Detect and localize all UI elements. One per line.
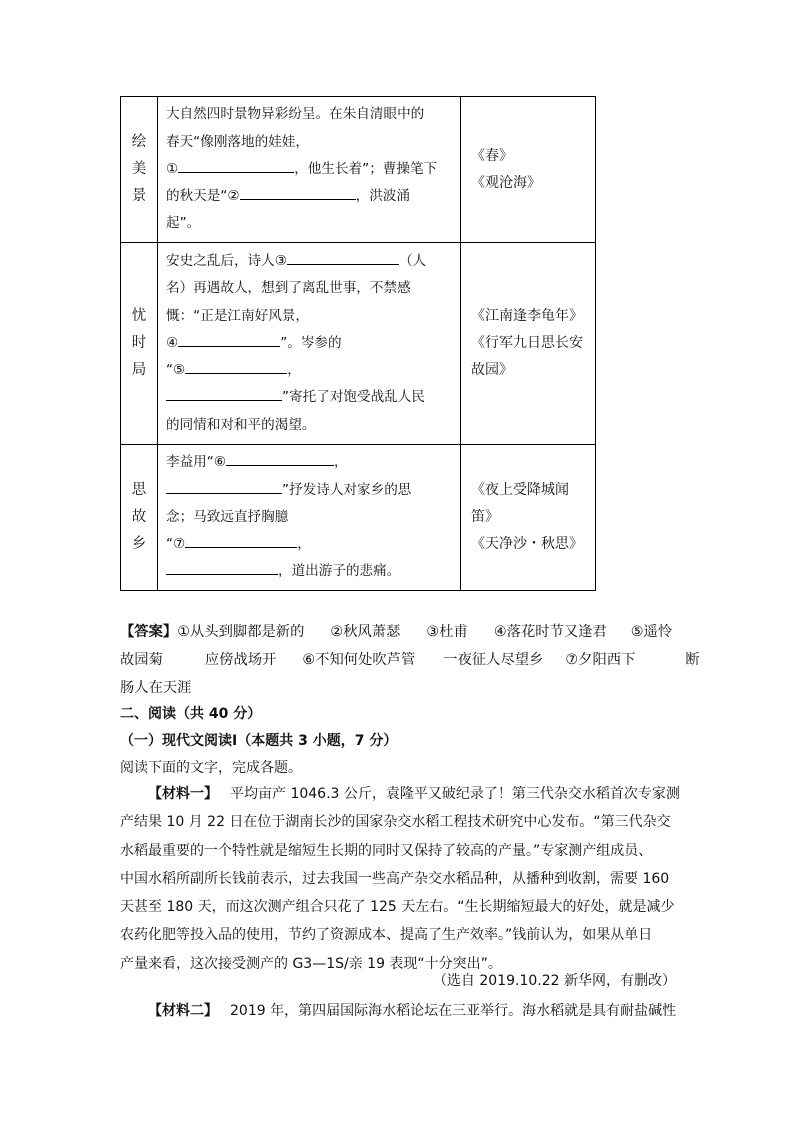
paragraph-line: 【材料二】 2019 年，第四届国际海水稻论坛在三亚举行。海水稻就是具有耐盐碱性 (148, 1003, 677, 1019)
source-title: 《行军九日思长安故园》 (471, 335, 583, 378)
blank-line (178, 157, 294, 173)
content-line: 名）再遇故人，想到了离乱世事，不禁感 (166, 280, 411, 297)
paragraph-line: 水稻最重要的一个特性就是缩短生长期的同时又保持了较高的产量。”专家测产组成员、 (120, 842, 653, 859)
blank-line (287, 249, 399, 265)
category-char: 乡 (131, 536, 147, 552)
category-char: 景 (131, 188, 147, 204)
source-cell (461, 243, 596, 445)
subsection-heading: （一）现代文阅读Ⅰ（本题共 3 小题，7 分） (120, 733, 398, 749)
content-cell (158, 445, 461, 591)
content-line: ① ，他生长着”；曹操笔下 (166, 156, 454, 183)
section-heading: 二、阅读（共 40 分） (120, 706, 262, 722)
material-label: 【材料一】 (148, 786, 218, 802)
content-line: 安史之乱后，诗人③ （人 (166, 248, 454, 275)
table-row (121, 97, 596, 243)
content-line: 的秋天是“② ，洪波涌 (166, 183, 454, 210)
category-char: 思 (131, 482, 147, 498)
content-cell (158, 243, 461, 445)
category-char: 忧 (131, 308, 147, 324)
answer-label: 【答案】 (120, 624, 178, 640)
source-title: 《夜上受降城闻笛》 (471, 482, 569, 525)
content-line: 慨：“正是江南好风景， (166, 307, 309, 324)
poem-table (120, 96, 596, 591)
table-row (121, 243, 596, 445)
blank-line (226, 450, 334, 466)
source-title: 《天净沙・秋思》 (471, 536, 583, 552)
blank-line (185, 532, 297, 548)
blank-line (166, 385, 282, 401)
source-cell (461, 97, 596, 243)
category-cell (121, 445, 158, 591)
content-line: 念；马致远直抒胸臆 (166, 508, 289, 525)
content-line: 的同情和对和平的渴望。 (166, 416, 316, 433)
content-line: 起”。 (166, 215, 201, 232)
category-cell (121, 243, 158, 445)
category-char: 绘 (131, 134, 147, 150)
blank-line (185, 358, 287, 374)
content-line: ④ ”。岑参的 (166, 330, 454, 357)
material-label: 【材料二】 (148, 1003, 218, 1019)
category-cell (121, 97, 158, 243)
answer-line: 故园菊 应傍战场开 ⑥不知何处吹芦管 一夜征人尽望乡 ⑦夕阳西下 断 (120, 652, 700, 668)
content-line: ”抒发诗人对家乡的思 (166, 477, 454, 504)
content-line: “⑤ ， (166, 357, 454, 384)
paragraph-line: 天甚至 180 天，而这次测产组合只花了 125 天左右。“生长期缩短最大的好处，就是减少 (120, 899, 675, 916)
source-note: （选自 2019.10.22 新华网，有删改） (432, 973, 676, 989)
paragraph-line: 【材料一】 平均亩产 1046.3 公斤，袁隆平又破纪录了！第三代杂交水稻首次专家测 (148, 786, 680, 802)
category-char: 故 (131, 509, 147, 525)
source-title: 《春》 (471, 147, 513, 164)
source-cell (461, 445, 596, 591)
content-line: 李益用“⑥ ， (166, 449, 454, 476)
paragraph-line: 产结果 10 月 22 日在位于湖南长沙的国家杂交水稻工程技术研究中心发布。“第三代杂交 (120, 814, 671, 831)
category-char: 局 (131, 362, 147, 378)
instruction: 阅读下面的文字，完成各题。 (120, 760, 302, 776)
paragraph-line: 产量来看，这次接受测产的 G3—1S/亲 19 表现“十分突出”。 (120, 955, 502, 972)
paragraph-line: 中国水稻所副所长钱前表示，过去我国一些高产杂交水稻品种，从播种到收割，需要 160 (120, 870, 670, 887)
source-title: 《江南逢李龟年》 (471, 308, 583, 324)
blank-line (166, 478, 282, 494)
material-one (120, 780, 680, 978)
category-char: 时 (131, 335, 147, 351)
blank-line (166, 559, 278, 575)
content-line: ”寄托了对饱受战乱人民 (166, 384, 454, 411)
blank-line (178, 331, 280, 347)
content-line: “⑦ ， (166, 531, 454, 558)
content-line: ，道出游子的悲痛。 (166, 558, 454, 585)
content-line: 春天“像刚落地的娃娃， (166, 133, 309, 150)
blank-line (240, 184, 356, 200)
material-two (120, 997, 676, 1025)
content-cell (158, 97, 461, 243)
answer-block (120, 618, 700, 702)
paragraph-line: 农药化肥等投入品的使用，节约了资源成本、提高了生产效率。”钱前认为，如果从单日 (120, 927, 653, 944)
answer-line: 【答案】①从头到脚都是新的 ②秋风萧瑟 ③杜甫 ④落花时节又逢君 ⑤遥怜 (120, 624, 673, 640)
table-row (121, 445, 596, 591)
answer-line: 肠人在天涯 (120, 680, 192, 696)
content-line: 大自然四时景物异彩纷呈。在朱自清眼中的 (166, 106, 425, 123)
source-title: 《观沧海》 (471, 174, 541, 191)
category-char: 美 (131, 161, 147, 177)
